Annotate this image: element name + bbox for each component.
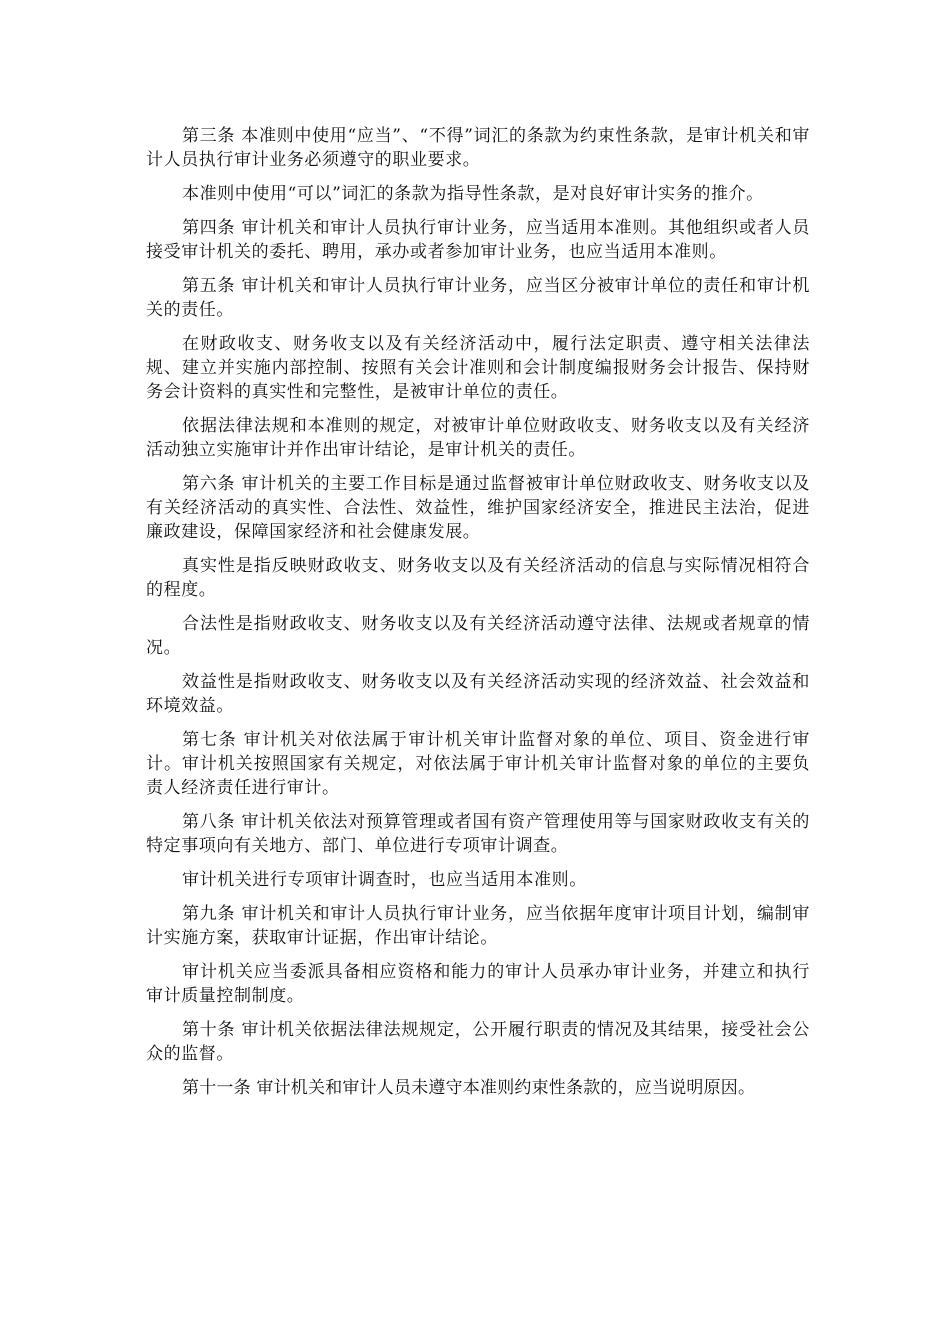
paragraph-article-7: 第七条 审计机关对依法属于审计机关审计监督对象的单位、项目、资金进行审计。审计机关按照国家有关规定，对依法属于审计机关审计监督对象的单位的主要负责人经济责任进行审计。 xyxy=(146,730,810,798)
paragraph-guidance-clause: 本准则中使用“可以”词汇的条款为指导性条款，是对良好审计实务的推介。 xyxy=(182,184,764,204)
paragraph-article-4: 第四条 审计机关和审计人员执行审计业务，应当适用本准则。其他组织或者人员接受审计机关的委托、聘用，承办或者参加审计业务，也应当适用本准则。 xyxy=(146,218,810,262)
paragraph-article-8: 第八条 审计机关依法对预算管理或者国有资产管理使用等与国家财政收支有关的特定事项向有关地方、部门、单位进行专项审计调查。 xyxy=(146,812,810,856)
paragraph-effectiveness: 效益性是指财政收支、财务收支以及有关经济活动实现的经济效益、社会效益和环境效益。 xyxy=(146,672,810,716)
paragraph-article-3: 第三条 本准则中使用“应当”、“不得”词汇的条款为约束性条款，是审计机关和审计人员执行审计业务必须遵守的职业要求。 xyxy=(146,126,810,170)
document-page xyxy=(146,124,810,1110)
paragraph-article-10: 第十条 审计机关依据法律法规规定，公开履行职责的情况及其结果，接受社会公众的监督。 xyxy=(146,1020,810,1064)
paragraph-special-investigation: 审计机关进行专项审计调查时，也应当适用本准则。 xyxy=(182,870,587,890)
paragraph-auditee-responsibility: 在财政收支、财务收支以及有关经济活动中，履行法定职责、遵守相关法律法规、建立并实施内部控制、按照有关会计准则和会计制度编报财务会计报告、保持财务会计资料的真实性和完整性，是被审计单位的责任。 xyxy=(146,334,810,402)
paragraph-auditor-responsibility: 依据法律法规和本准则的规定，对被审计单位财政收支、财务收支以及有关经济活动独立实施审计并作出审计结论，是审计机关的责任。 xyxy=(146,416,810,460)
paragraph-authenticity: 真实性是指反映财政收支、财务收支以及有关经济活动的信息与实际情况相符合的程度。 xyxy=(146,556,810,600)
paragraph-article-6: 第六条 审计机关的主要工作目标是通过监督被审计单位财政收支、财务收支以及有关经济活动的真实性、合法性、效益性，维护国家经济安全，推进民主法治，促进廉政建设，保障国家经济和社会健康发展。 xyxy=(146,474,810,542)
paragraph-legality: 合法性是指财政收支、财务收支以及有关经济活动遵守法律、法规或者规章的情况。 xyxy=(146,614,810,658)
paragraph-article-5: 第五条 审计机关和审计人员执行审计业务，应当区分被审计单位的责任和审计机关的责任。 xyxy=(146,276,810,320)
paragraph-article-9: 第九条 审计机关和审计人员执行审计业务，应当依据年度审计项目计划，编制审计实施方案，获取审计证据，作出审计结论。 xyxy=(146,904,810,948)
paragraph-quality-control: 审计机关应当委派具备相应资格和能力的审计人员承办审计业务，并建立和执行审计质量控制制度。 xyxy=(146,962,810,1006)
paragraph-article-11: 第十一条 审计机关和审计人员未遵守本准则约束性条款的，应当说明原因。 xyxy=(182,1078,756,1098)
